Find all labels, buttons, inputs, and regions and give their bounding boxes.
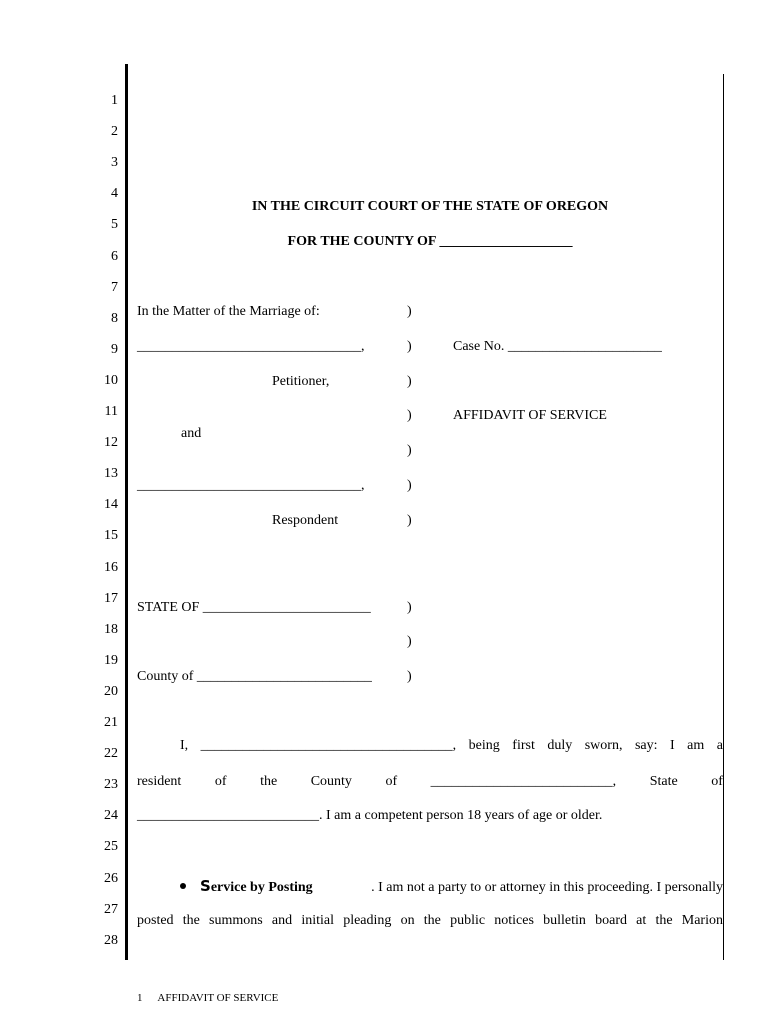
- line-number: 27: [104, 901, 118, 917]
- bullet-icon: [180, 883, 186, 889]
- line-number: 22: [104, 746, 118, 762]
- line-number: 21: [104, 715, 118, 730]
- venue-paren: ): [407, 669, 412, 684]
- service-text: . I am not a party to or attorney in this proceeding. I personally: [371, 880, 723, 895]
- affiant-sworn-line: I, ____________________________________, being first duly sworn, say: I am a: [180, 738, 723, 753]
- line-number: 17: [104, 590, 118, 606]
- line-number: 18: [104, 621, 118, 637]
- county-of-line: County of _________________________: [137, 669, 372, 684]
- residence-word: of: [711, 774, 723, 789]
- caption-paren: ): [407, 513, 412, 528]
- residence-word: of: [214, 774, 227, 789]
- petitioner-label: Petitioner,: [272, 374, 330, 389]
- caption-paren: ): [407, 374, 412, 389]
- service-heading-rest: ervice by Posting: [210, 880, 313, 895]
- service-paragraph-line: [180, 877, 723, 897]
- line-number: 14: [104, 497, 118, 513]
- venue-paren: ): [407, 634, 412, 649]
- line-number: 25: [104, 839, 118, 855]
- caption-paren: ): [407, 478, 412, 493]
- residence-word: of: [385, 774, 398, 789]
- residence-word: State: [649, 774, 678, 789]
- line-number: 28: [104, 932, 118, 948]
- line-number: 26: [104, 870, 118, 886]
- residence-word: the: [260, 774, 278, 789]
- county-heading: FOR THE COUNTY OF ___________________: [287, 234, 573, 249]
- caption-paren: ): [407, 408, 412, 423]
- service-heading: [180, 877, 313, 897]
- caption-paren: ): [407, 304, 412, 319]
- residence-line: [137, 773, 723, 791]
- line-number: 13: [104, 466, 118, 482]
- line-number: 24: [104, 808, 118, 824]
- line-number: 8: [111, 310, 118, 326]
- line-number: 11: [104, 404, 118, 419]
- line-number: 23: [104, 777, 118, 793]
- residence-county-blank: __________________________,: [430, 774, 617, 789]
- line-number: 3: [111, 155, 118, 171]
- respondent-label: Respondent: [272, 513, 339, 528]
- residence-word: County: [310, 774, 352, 789]
- line-number: 1: [111, 93, 118, 108]
- line-number: 12: [104, 435, 118, 451]
- respondent-name-blank: ________________________________,: [137, 478, 365, 493]
- case-number: Case No. ______________________: [453, 339, 662, 354]
- line-number: 2: [111, 124, 118, 140]
- footer-title: AFFIDAVIT OF SERVICE: [157, 992, 279, 1004]
- line-number: 15: [104, 528, 118, 544]
- residence-word: resident: [137, 774, 182, 789]
- line-number: 6: [111, 248, 118, 264]
- line-number: 9: [111, 341, 118, 357]
- service-heading-initial: S: [200, 877, 211, 895]
- document-title: AFFIDAVIT OF SERVICE: [453, 408, 607, 423]
- caption-paren: ): [407, 443, 412, 458]
- petitioner-name-blank: ________________________________,: [137, 339, 365, 354]
- and-label: and: [181, 426, 202, 441]
- state-of-line: STATE OF ________________________: [137, 600, 371, 615]
- court-title: IN THE CIRCUIT COURT OF THE STATE OF OREGON: [251, 199, 609, 214]
- competency-line: __________________________. I am a competent person 18 years of age or older.: [137, 808, 603, 823]
- line-number: 20: [104, 683, 118, 699]
- venue-paren: ): [407, 600, 412, 615]
- line-number: 10: [104, 372, 118, 388]
- matter-label: In the Matter of the Marriage of:: [137, 304, 320, 319]
- line-number: 4: [111, 186, 118, 202]
- footer: [137, 992, 278, 1005]
- line-number: 7: [111, 279, 118, 295]
- line-number: 16: [104, 559, 118, 575]
- footer-page-number: 1: [137, 992, 143, 1004]
- posting-line: posted the summons and initial pleading on the public notices bulletin board at the Marion: [137, 913, 723, 928]
- caption-paren: ): [407, 339, 412, 354]
- line-number: 5: [111, 217, 118, 233]
- line-number: 19: [104, 652, 118, 668]
